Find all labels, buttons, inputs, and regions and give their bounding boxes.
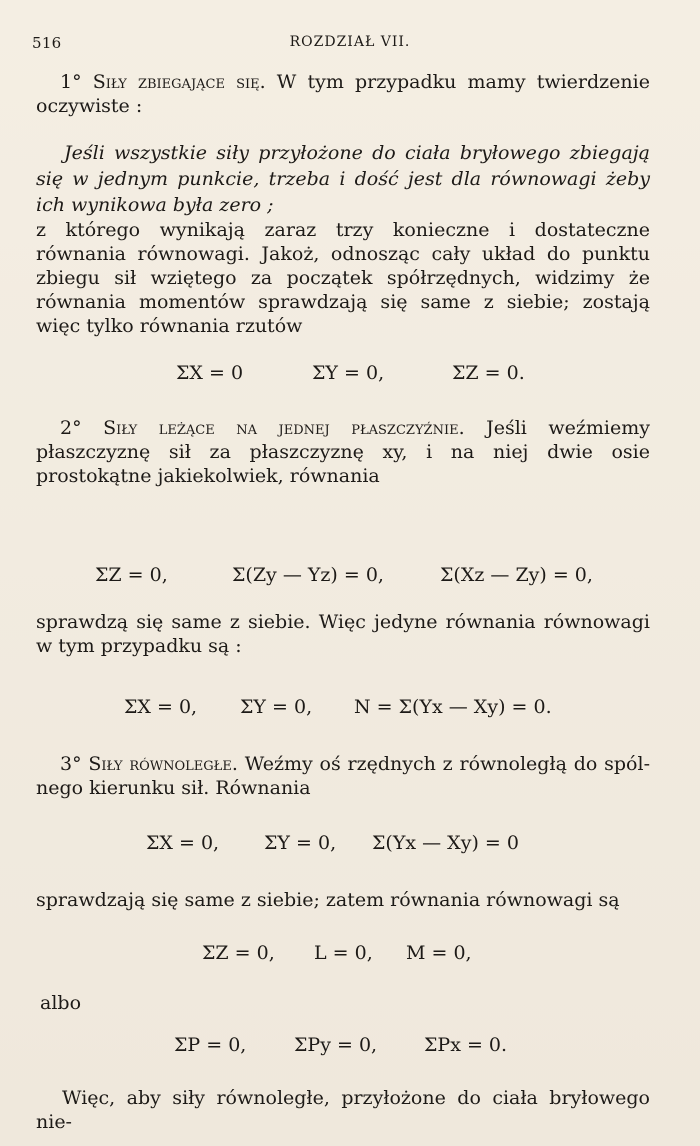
equation-3f: M = 0, (406, 942, 472, 964)
equation-sum-z: ΣZ = 0. (452, 362, 525, 384)
section-3-last-line: Więc, aby siły równoległe, przyłożone do ciała bryłowego nie- (36, 1087, 650, 1133)
equation-2d: ΣX = 0, (124, 696, 198, 718)
running-head: ROZDZIAŁ VII. (289, 34, 411, 50)
equation-3h: ΣPy = 0, (294, 1034, 378, 1056)
equation-sum-x: ΣX = 0 (176, 362, 244, 384)
section-1-title: Siły zbiegające się. (92, 71, 266, 93)
section-3-body: sprawdzają się same z siebie; zatem równania równowagi są (36, 889, 620, 911)
equation-3i: ΣPx = 0. (424, 1034, 508, 1056)
section-3-intro-text: Weźmy oś rzędnych z równoległą do spólnego kierunku sił. Równania (36, 753, 650, 799)
albo-word: albo (40, 992, 82, 1014)
section-3-title: Siły równoległe. (88, 753, 238, 775)
equation-3g: ΣP = 0, (174, 1034, 247, 1056)
equation-sum-y: ΣY = 0, (312, 362, 385, 384)
page-number: 516 (32, 34, 62, 52)
equation-2c: Σ(Xz — Zy) = 0, (440, 564, 593, 586)
equation-3d: ΣZ = 0, (202, 942, 275, 964)
equation-3c: Σ(Yx — Xy) = 0 (372, 832, 519, 854)
section-1-theorem: Jeśli wszystkie siły przyłożone do ciała bryłowego zbiegają się w jednym punkcie, trzeba i dość jest dla równowagi żeby ich wynikowa była zero ; (36, 142, 650, 216)
equation-3b: ΣY = 0, (264, 832, 337, 854)
equation-2e: ΣY = 0, (240, 696, 313, 718)
section-1-number: 1° (60, 71, 82, 93)
page-header (32, 34, 668, 56)
section-1-intro (36, 70, 650, 118)
section-2-title: Siły leżące na jednej płaszczyźnie. (103, 417, 465, 439)
equation-2a: ΣZ = 0, (95, 564, 168, 586)
section-3-intro (36, 752, 650, 800)
section-2-intro-text: Jeśli weźmiemy płaszczyznę sił za płaszczyznę xy, i na niej dwie osie prostokątne jakiekolwiek, równania (36, 417, 650, 487)
section-2-number: 2° (60, 417, 82, 439)
section-2-intro (36, 416, 650, 488)
section-3-number: 3° (60, 753, 82, 775)
section-1-intro-text: W tym przypadku mamy twierdzenie oczywiste : (36, 71, 650, 117)
equation-2b: Σ(Zy — Yz) = 0, (232, 564, 384, 586)
equation-3e: L = 0, (314, 942, 373, 964)
section-1-body: z którego wynikają zaraz trzy konieczne i dostateczne równania równowagi. Jakoż, odnosząc cały układ do punktu zbiegu sił wziętego za początek spółrzędnych, widzimy że równania momentów sprawdzają się same z siebie; zostają więc tylko równania rzutów (36, 219, 650, 337)
section-2-body: sprawdzą się same z siebie. Więc jedyne równania równowagi w tym przypadku są : (36, 611, 650, 657)
equation-2f: N = Σ(Yx — Xy) = 0. (354, 696, 552, 718)
equation-3a: ΣX = 0, (146, 832, 220, 854)
